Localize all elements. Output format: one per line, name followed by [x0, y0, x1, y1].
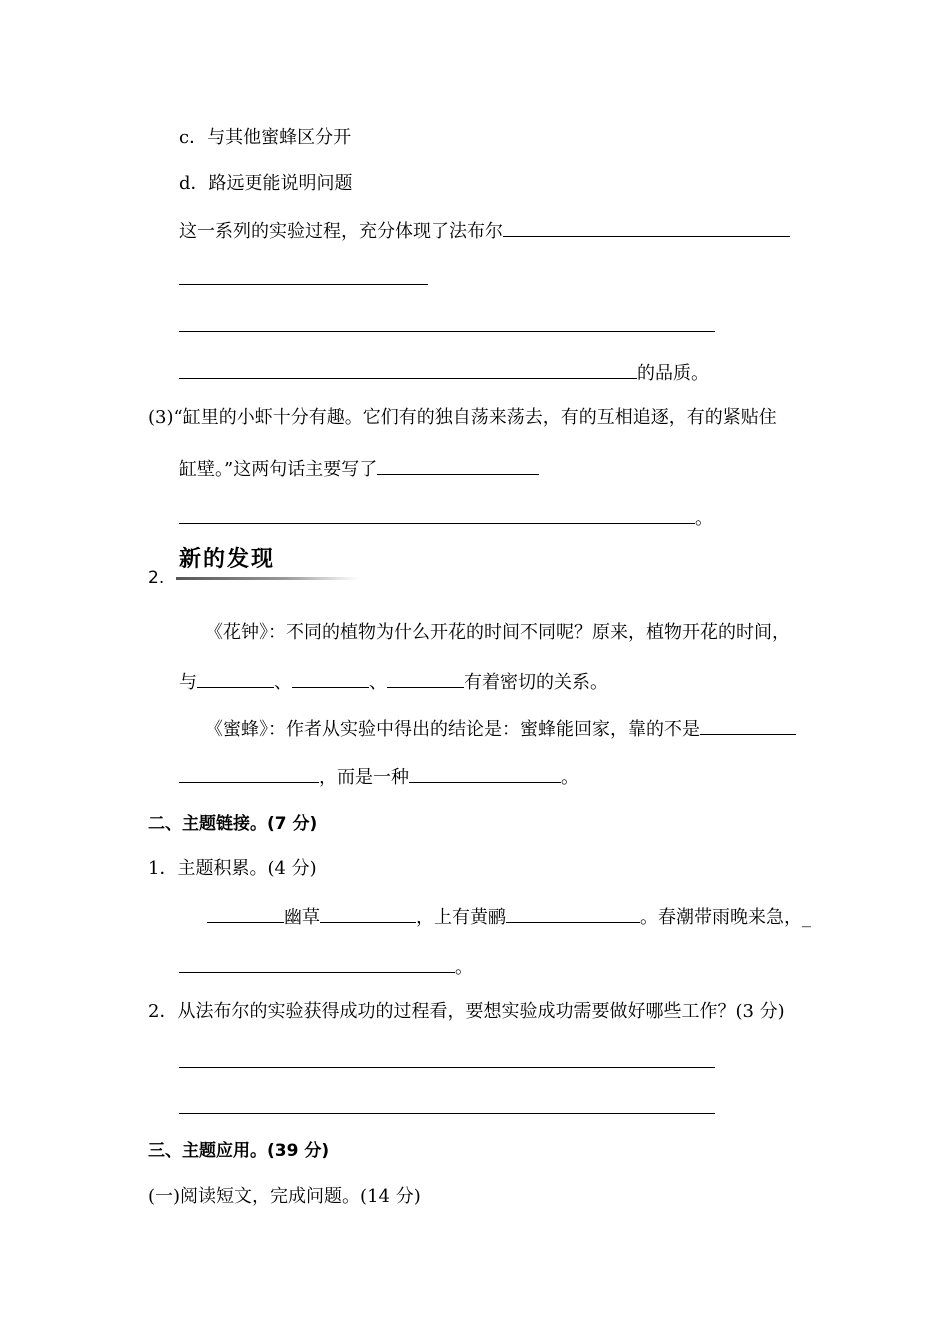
flower-clock-line2	[179, 669, 608, 695]
answer-blank[interactable]	[179, 1049, 715, 1068]
poem-line2	[179, 954, 473, 980]
answer-blank[interactable]	[179, 505, 695, 524]
summary-suffix: 的品质。	[637, 363, 709, 384]
answer-blank[interactable]	[409, 764, 561, 783]
poem-w2: ，上有黄鹂	[416, 907, 506, 928]
part2-heading: 二、主题链接。(7 分)	[148, 814, 318, 834]
answer-blank[interactable]	[179, 313, 715, 332]
answer-line	[179, 1095, 715, 1121]
answer-blank[interactable]	[320, 904, 416, 923]
flower-clock-line1: 《花钟》：不同的植物为什么开花的时间不同呢？原来，植物开花的时间，	[205, 622, 790, 643]
part3-sub: (一)阅读短文，完成问题。(14 分)	[148, 1186, 421, 1207]
section-title-underline	[176, 577, 358, 580]
part3-heading: 三、主题应用。(39 分)	[148, 1141, 330, 1161]
flower-start: 与	[179, 672, 197, 693]
poem-w3: 。春潮带雨晚来急，_	[640, 907, 811, 928]
answer-blank[interactable]	[207, 904, 284, 923]
answer-blank[interactable]	[179, 764, 319, 783]
answer-blank[interactable]	[387, 669, 464, 688]
q3-line1	[148, 406, 777, 430]
answer-line	[179, 360, 709, 386]
flower-suffix: 有着密切的关系。	[464, 672, 608, 693]
summary-prefix: 这一系列的实验过程，充分体现了法布尔	[179, 221, 503, 242]
option-c: c．与其他蜜蜂区分开	[179, 127, 352, 148]
sep: 、	[274, 672, 292, 693]
option-d: d．路远更能说明问题	[179, 173, 353, 194]
bee-end: 。	[561, 767, 579, 788]
answer-blank[interactable]	[179, 266, 428, 285]
answer-blank[interactable]	[179, 954, 455, 973]
answer-line	[179, 1049, 715, 1075]
answer-line	[179, 266, 428, 292]
poem-line1	[207, 904, 811, 930]
answer-blank[interactable]	[700, 716, 796, 735]
bee-line2	[179, 764, 579, 790]
answer-blank[interactable]	[377, 456, 539, 475]
answer-line	[179, 313, 715, 339]
q3-line2	[179, 456, 539, 482]
sep: 、	[369, 672, 387, 693]
q3-text: “缸里的小虾十分有趣。它们有的独自荡来荡去，有的互相追逐，有的紧贴住	[173, 407, 777, 428]
q3-line3	[179, 505, 713, 531]
q3-end: 。	[695, 508, 713, 529]
q3-label: (3)	[148, 407, 174, 428]
answer-blank[interactable]	[503, 218, 790, 237]
part2-q1-title: 1．主题积累。(4 分)	[148, 858, 317, 879]
q3-text2: 缸壁。”这两句话主要写了	[179, 459, 378, 480]
answer-blank[interactable]	[197, 669, 274, 688]
summary-line	[179, 218, 790, 244]
answer-blank[interactable]	[292, 669, 369, 688]
section-number: 2.	[148, 568, 165, 588]
answer-blank[interactable]	[179, 360, 637, 379]
bee-middle: ，而是一种	[319, 767, 409, 788]
poem-w1: 幽草	[284, 907, 320, 928]
answer-blank[interactable]	[179, 1095, 715, 1114]
bee-line1	[205, 716, 796, 742]
poem-end: 。	[455, 957, 473, 978]
answer-blank[interactable]	[506, 904, 640, 923]
bee-prefix: 《蜜蜂》：作者从实验中得出的结论是：蜜蜂能回家，靠的不是	[205, 719, 700, 740]
part2-q2-title: 2．从法布尔的实验获得成功的过程看，要想实验成功需要做好哪些工作？(3 分)	[148, 1001, 785, 1022]
section-title: 新的发现	[179, 547, 276, 572]
